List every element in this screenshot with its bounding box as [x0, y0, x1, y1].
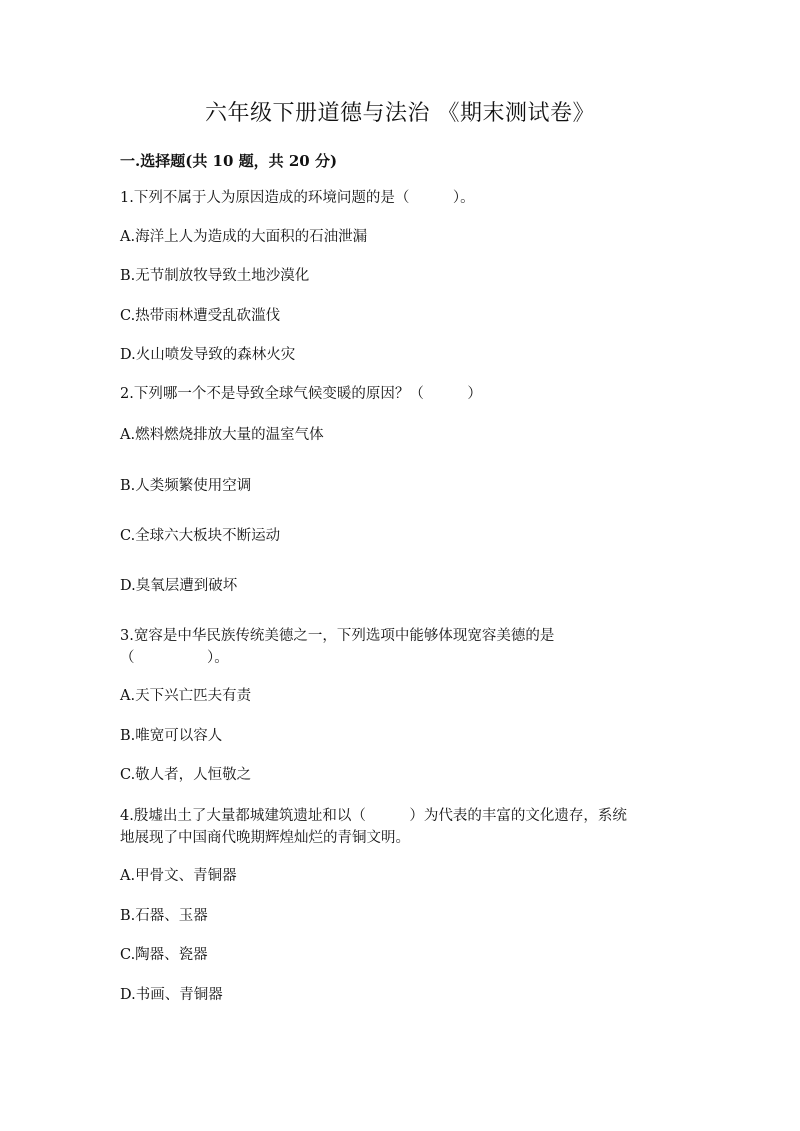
question-3-stem-line-2: （ ）。	[120, 650, 229, 666]
question-2-option-a: A.燃料燃烧排放大量的温室气体	[120, 427, 324, 443]
question-4-stem-line-2: 地展现了中国商代晚期辉煌灿烂的青铜文明。	[120, 830, 410, 846]
question-4-option-a: A.甲骨文、青铜器	[120, 868, 237, 884]
section-heading: 一.选择题(共 10 题，共 20 分)	[120, 152, 338, 170]
question-1-option-c: C.热带雨林遭受乱砍滥伐	[120, 308, 281, 324]
question-1-stem: 1.下列不属于人为原因造成的环境问题的是（ ）。	[120, 190, 475, 206]
question-2-option-d: D.臭氧层遭到破坏	[120, 578, 238, 594]
document-title: 六年级下册道德与法治 《期末测试卷》	[205, 101, 595, 126]
question-2-stem: 2.下列哪一个不是导致全球气候变暖的原因？（ ）	[120, 386, 482, 402]
question-3-option-c: C.敬人者，人恒敬之	[120, 767, 252, 783]
question-4-option-d: D.书画、青铜器	[120, 987, 223, 1003]
question-4-option-b: B.石器、玉器	[120, 908, 208, 924]
question-1-option-d: D.火山喷发导致的森林火灾	[120, 347, 296, 363]
question-1-option-a: A.海洋上人为造成的大面积的石油泄漏	[120, 229, 368, 245]
question-4-stem-line-1: 4.殷墟出土了大量都城建筑遗址和以（ ）为代表的丰富的文化遗存，系统	[120, 808, 627, 824]
question-4-option-c: C.陶器、瓷器	[120, 947, 208, 963]
question-3-option-b: B.唯宽可以容人	[120, 728, 223, 744]
question-1-option-b: B.无节制放牧导致土地沙漠化	[120, 268, 310, 284]
question-3-option-a: A.天下兴亡匹夫有责	[120, 688, 252, 704]
question-3-stem-line-1: 3.宽容是中华民族传统美德之一，下列选项中能够体现宽容美德的是	[120, 628, 555, 644]
question-2-option-c: C.全球六大板块不断运动	[120, 528, 281, 544]
question-2-option-b: B.人类频繁使用空调	[120, 478, 252, 494]
